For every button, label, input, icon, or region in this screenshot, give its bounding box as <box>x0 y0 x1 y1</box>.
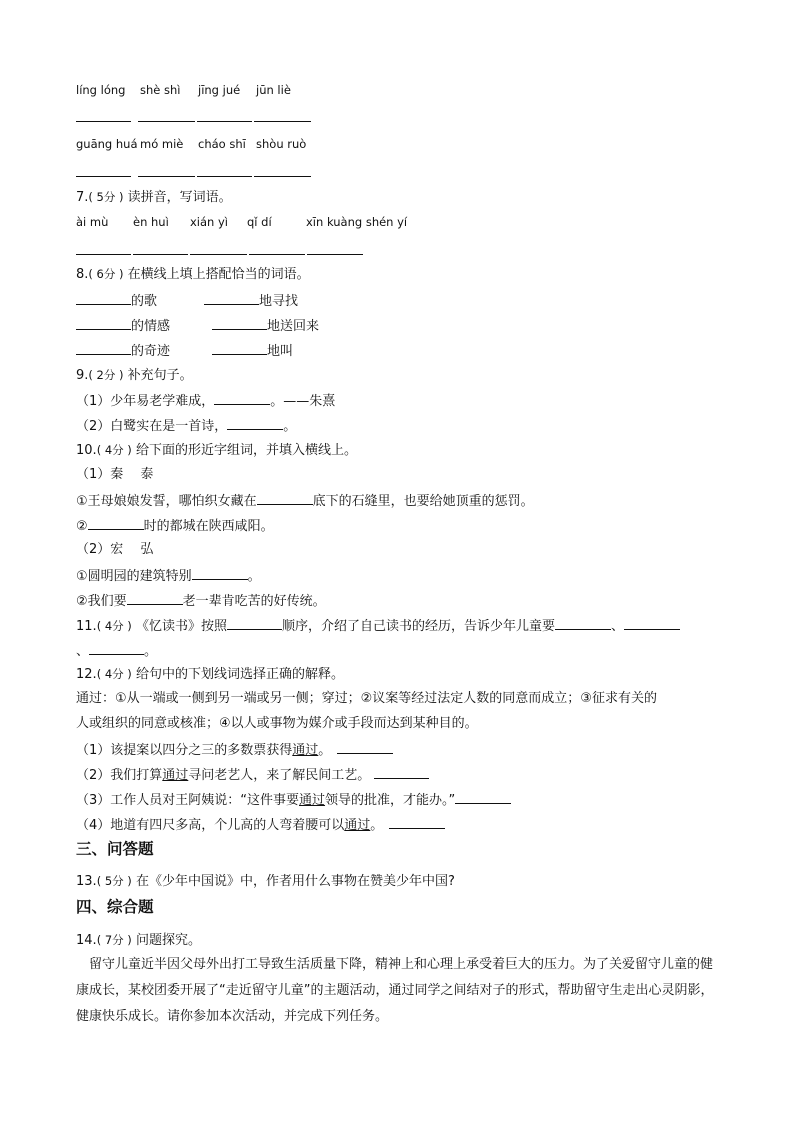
answer-blank[interactable] <box>337 740 393 754</box>
question-number: 10. <box>76 443 97 458</box>
question-11-continued <box>76 641 157 661</box>
sentence-text: 。 <box>283 419 297 434</box>
question-10 <box>76 441 357 460</box>
sentence-text: 。——朱熹 <box>270 394 336 409</box>
question-number: 9. <box>76 368 89 383</box>
section-heading-4: 四、综合题 <box>76 898 154 916</box>
q12-item-1 <box>76 740 393 760</box>
pinyin-word: líng lóng <box>76 83 126 97</box>
question-text: 、 <box>76 644 90 659</box>
sentence-text: ①圆明园的建筑特别 <box>76 569 192 584</box>
sentence-text: 。 <box>370 818 384 833</box>
answer-blank[interactable] <box>138 121 195 122</box>
q12-item-2 <box>76 765 429 785</box>
question-text: 问题探究。 <box>135 933 201 948</box>
q12-definition-line-1: 通过：①从一端或一侧到另一端或另一侧；穿过；②议案等经过法定人数的同意而成立；③征求有关的 <box>76 691 657 706</box>
question-8 <box>76 265 310 284</box>
answer-blank[interactable] <box>76 254 131 255</box>
q10-item-2a <box>76 566 261 586</box>
sentence-text: 底下的石缝里，也要给她顶重的惩罚。 <box>312 494 534 509</box>
collocation-text: 地叫 <box>267 344 294 359</box>
answer-blank[interactable] <box>257 491 313 505</box>
q10-part-1-label: （1）秦 泰 <box>76 467 154 482</box>
question-13 <box>76 872 455 891</box>
sentence-text: 时的都城在陕西咸阳。 <box>143 519 274 534</box>
pinyin-word: jīng jué <box>198 83 241 97</box>
question-score: ( 4分 ) <box>96 443 132 457</box>
question-score: ( 2分 ) <box>88 368 124 382</box>
collocation-text: 地送回来 <box>267 319 320 334</box>
question-number: 13. <box>76 874 97 889</box>
answer-blank[interactable] <box>254 176 311 177</box>
answer-blank[interactable] <box>212 341 267 355</box>
underlined-word: 通过 <box>299 793 326 808</box>
sentence-text: 。 <box>247 569 261 584</box>
sentence-text: （3）工作人员对王阿姨说：“这件事要 <box>76 793 300 808</box>
sentence-text: 老一辈肯吃苦的好传统。 <box>182 594 326 609</box>
question-text: 在横线上填上搭配恰当的词语。 <box>127 267 310 282</box>
collocation-text: 地寻找 <box>259 294 299 309</box>
answer-blank[interactable] <box>76 176 131 177</box>
question-9 <box>76 366 193 385</box>
question-12 <box>76 665 344 684</box>
pinyin-word: qǐ dí <box>247 215 272 229</box>
answer-blank[interactable] <box>197 121 252 122</box>
pinyin-word: jūn liè <box>256 83 291 97</box>
pinyin-word: èn huì <box>133 215 169 229</box>
question-text: 给下面的形近字组词，并填入横线上。 <box>135 443 357 458</box>
q9-sentence-1 <box>76 391 335 411</box>
question-text: 、 <box>610 619 624 634</box>
answer-blank[interactable] <box>192 566 248 580</box>
question-score: ( 4分 ) <box>96 619 132 633</box>
question-number: 11. <box>76 619 97 634</box>
sentence-text: 领导的批准，才能办。” <box>325 793 456 808</box>
question-text: 补充句子。 <box>127 368 193 383</box>
answer-blank[interactable] <box>212 316 267 330</box>
answer-blank[interactable] <box>89 641 144 655</box>
q8-row-1-right <box>204 291 298 311</box>
q12-definition-line-2: 人或组织的同意或核准；④以人或事物为媒介或手段而达到某种目的。 <box>76 716 478 731</box>
question-score: ( 7分 ) <box>96 933 132 947</box>
collocation-text: 的歌 <box>131 294 158 309</box>
sentence-text: （1）该提案以四分之三的多数票获得 <box>76 743 293 758</box>
question-score: ( 4分 ) <box>96 667 132 681</box>
pinyin-word: ài mù <box>76 215 109 229</box>
underlined-word: 通过 <box>344 818 371 833</box>
question-14 <box>76 931 201 950</box>
answer-blank[interactable] <box>197 176 252 177</box>
q9-sentence-2 <box>76 416 296 436</box>
sentence-text: （1）少年易老学难成， <box>76 394 215 409</box>
question-score: ( 5分 ) <box>88 190 124 204</box>
sentence-text: 。 <box>318 743 332 758</box>
pinyin-word: xián yì <box>190 215 228 229</box>
answer-blank[interactable] <box>307 254 363 255</box>
answer-blank[interactable] <box>133 254 188 255</box>
answer-blank[interactable] <box>76 121 131 122</box>
underlined-word: 通过 <box>162 768 189 783</box>
sentence-text: ①王母娘娘发誓，哪怕织女藏在 <box>76 494 257 509</box>
q12-item-3 <box>76 790 511 810</box>
pinyin-word: guāng huá <box>76 137 138 151</box>
question-11 <box>76 616 680 636</box>
collocation-text: 的情感 <box>131 319 171 334</box>
question-number: 14. <box>76 933 97 948</box>
pinyin-word: shè shì <box>140 83 181 97</box>
q8-row-3-right <box>212 341 293 361</box>
answer-blank[interactable] <box>214 391 270 405</box>
question-7 <box>76 188 232 207</box>
answer-blank[interactable] <box>76 316 131 330</box>
sentence-text: （4）地道有四尺多高，个儿高的人弯着腰可以 <box>76 818 345 833</box>
question-text: 顺序，介绍了自己读书的经历，告诉少年儿童要 <box>281 619 555 634</box>
question-score: ( 6分 ) <box>88 267 124 281</box>
q12-item-4 <box>76 815 445 835</box>
sentence-text: （2）我们打算 <box>76 768 163 783</box>
q8-row-2-right <box>212 316 319 336</box>
question-number: 12. <box>76 667 97 682</box>
question-text: 。 <box>144 644 158 659</box>
answer-blank[interactable] <box>76 291 131 305</box>
question-text: 《忆读书》按照 <box>135 619 227 634</box>
section-heading-3: 三、问答题 <box>76 840 154 858</box>
collocation-text: 的奇迹 <box>131 344 171 359</box>
answer-blank[interactable] <box>249 254 305 255</box>
answer-blank[interactable] <box>127 591 183 605</box>
sentence-text: 寻问老艺人，来了解民间工艺。 <box>188 768 371 783</box>
question-number: 8. <box>76 267 89 282</box>
q10-item-1a <box>76 491 534 511</box>
question-text: 在《少年中国说》中，作者用什么事物在赞美少年中国? <box>135 874 455 889</box>
sentence-text: ②我们要 <box>76 594 127 609</box>
q8-row-2 <box>76 316 170 336</box>
answer-blank[interactable] <box>555 616 611 630</box>
answer-blank[interactable] <box>227 616 282 630</box>
q8-row-3 <box>76 341 170 361</box>
answer-blank[interactable] <box>204 291 259 305</box>
answer-blank[interactable] <box>254 121 311 122</box>
question-text: 给句中的下划线词选择正确的解释。 <box>135 667 344 682</box>
answer-blank[interactable] <box>227 416 283 430</box>
question-text: 读拼音，写词语。 <box>127 190 232 205</box>
answer-blank[interactable] <box>88 516 144 530</box>
question-number: 7. <box>76 190 89 205</box>
answer-blank[interactable] <box>624 616 680 630</box>
answer-blank[interactable] <box>455 790 511 804</box>
answer-blank[interactable] <box>190 254 247 255</box>
answer-blank[interactable] <box>374 765 429 779</box>
question-score: ( 5分 ) <box>96 874 132 888</box>
answer-blank[interactable] <box>389 815 445 829</box>
pinyin-word: xīn kuàng shén yí <box>306 215 408 229</box>
answer-blank[interactable] <box>76 341 131 355</box>
q8-row-1 <box>76 291 157 311</box>
pinyin-word: mó miè <box>140 137 184 151</box>
q10-item-1b <box>76 516 274 536</box>
pinyin-word: shòu ruò <box>256 137 307 151</box>
underlined-word: 通过 <box>292 743 319 758</box>
sentence-text: ② <box>76 519 88 534</box>
pinyin-word: cháo shī <box>198 137 246 151</box>
answer-blank[interactable] <box>138 176 195 177</box>
sentence-text: （2）白鹭实在是一首诗， <box>76 419 228 434</box>
q14-passage: 留守儿童近半因父母外出打工导致生活质量下降，精神上和心理上承受着巨大的压力。为了关爱留守儿童的健康成长，某校团委开展了“走近留守儿童”的主题活动，通过同学之间结对子的形式，帮助留守生走出心灵阴影，健康快乐成长。请你参加本次活动，并完成下列任务。 <box>76 957 714 1024</box>
q10-item-2b <box>76 591 326 611</box>
q10-part-2-label: （2）宏 弘 <box>76 542 154 557</box>
